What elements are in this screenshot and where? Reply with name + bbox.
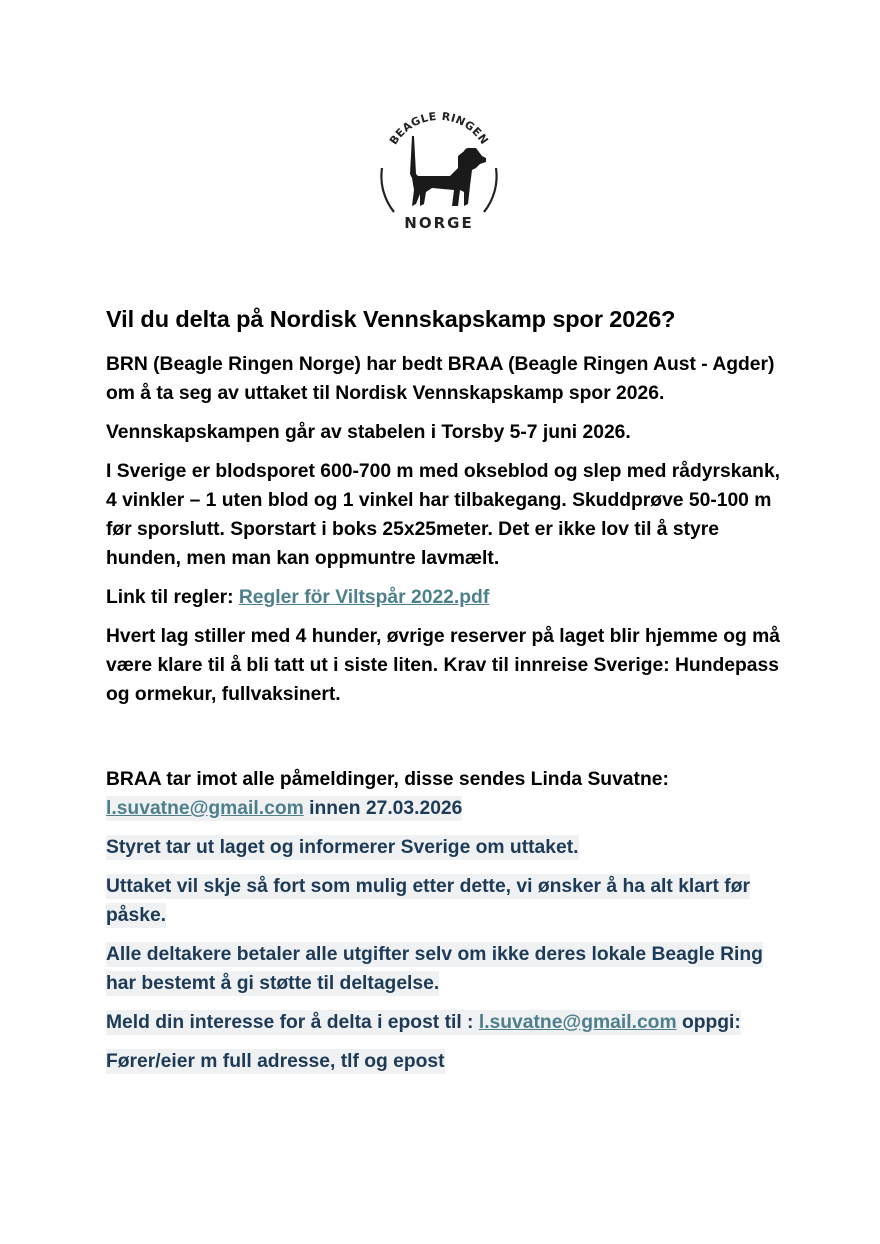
team-paragraph: Hvert lag stiller med 4 hunder, øvrige reserver på laget blir hjemme og må være klare til å bli tatt ut i siste liten. Krav til innreise Sverige: Hundepass og ormekur, fullvaksinert. [106,626,781,705]
board-text: Styret tar ut laget og informerer Sverige om uttaket. [106,837,579,858]
costs-text: Alle deltakere betaler alle utgifter selv om ikke deres lokale Beagle Ring har bestemt å gi støtte til deltagelse. [106,944,763,994]
board-paragraph [106,833,786,862]
rules-link-label: Link til regler: [106,587,234,608]
logo-top-text: BEAGLE RINGEN [386,109,492,148]
interest-intro: Meld din interesse for å delta i epost til : [106,1012,479,1033]
signup-deadline: innen 27.03.2026 [303,798,463,819]
spacer [106,719,786,765]
page-title: Vil du delta på Nordisk Vennskapskamp spor 2026? [106,306,676,332]
signup-paragraph [106,765,786,823]
rules-description-paragraph: I Sverige er blodsporet 600-700 m med okseblod og slep med rådyrskank, 4 vinkler – 1 uten blod og 1 vinkel har tilbakegang. Skuddprøve 50-100 m før sporslutt. Sporstart i boks 25x25meter. Det er ikke lov til å styre hunden, men man kan oppmuntre lavmælt. [106,461,781,569]
logo-bottom-text: NORGE [404,214,474,232]
intro-paragraph: BRN (Beagle Ringen Norge) har bedt BRAA (Beagle Ringen Aust - Agder) om å ta seg av uttaket til Nordisk Vennskapskamp spor 2026. [106,354,775,404]
timing-paragraph [106,872,786,930]
requirements-text: Fører/eier m full adresse, tlf og epost [106,1051,445,1072]
svg-text:BEAGLE RINGEN [387,110,491,147]
interest-paragraph [106,1008,786,1037]
beagle-dog-icon [372,108,506,232]
signup-intro: BRAA tar imot alle påmeldinger, disse sendes Linda Suvatne: [106,769,669,790]
costs-paragraph [106,940,786,998]
event-paragraph: Vennskapskampen går av stabelen i Torsby 5-7 juni 2026. [106,422,631,443]
rules-link-paragraph [106,583,786,612]
document-body [106,302,786,1086]
interest-email-link[interactable]: l.suvatne@gmail.com [478,1012,677,1033]
beagle-ringen-norge-logo [372,108,506,232]
rules-pdf-link[interactable]: Regler för Viltspår 2022.pdf [238,587,490,608]
interest-tail: oppgi: [676,1012,741,1033]
requirements-paragraph [106,1047,786,1076]
signup-email-link[interactable]: l.suvatne@gmail.com [106,798,304,819]
timing-text: Uttaket vil skje så fort som mulig etter dette, vi ønsker å ha alt klart før påske. [106,876,750,926]
